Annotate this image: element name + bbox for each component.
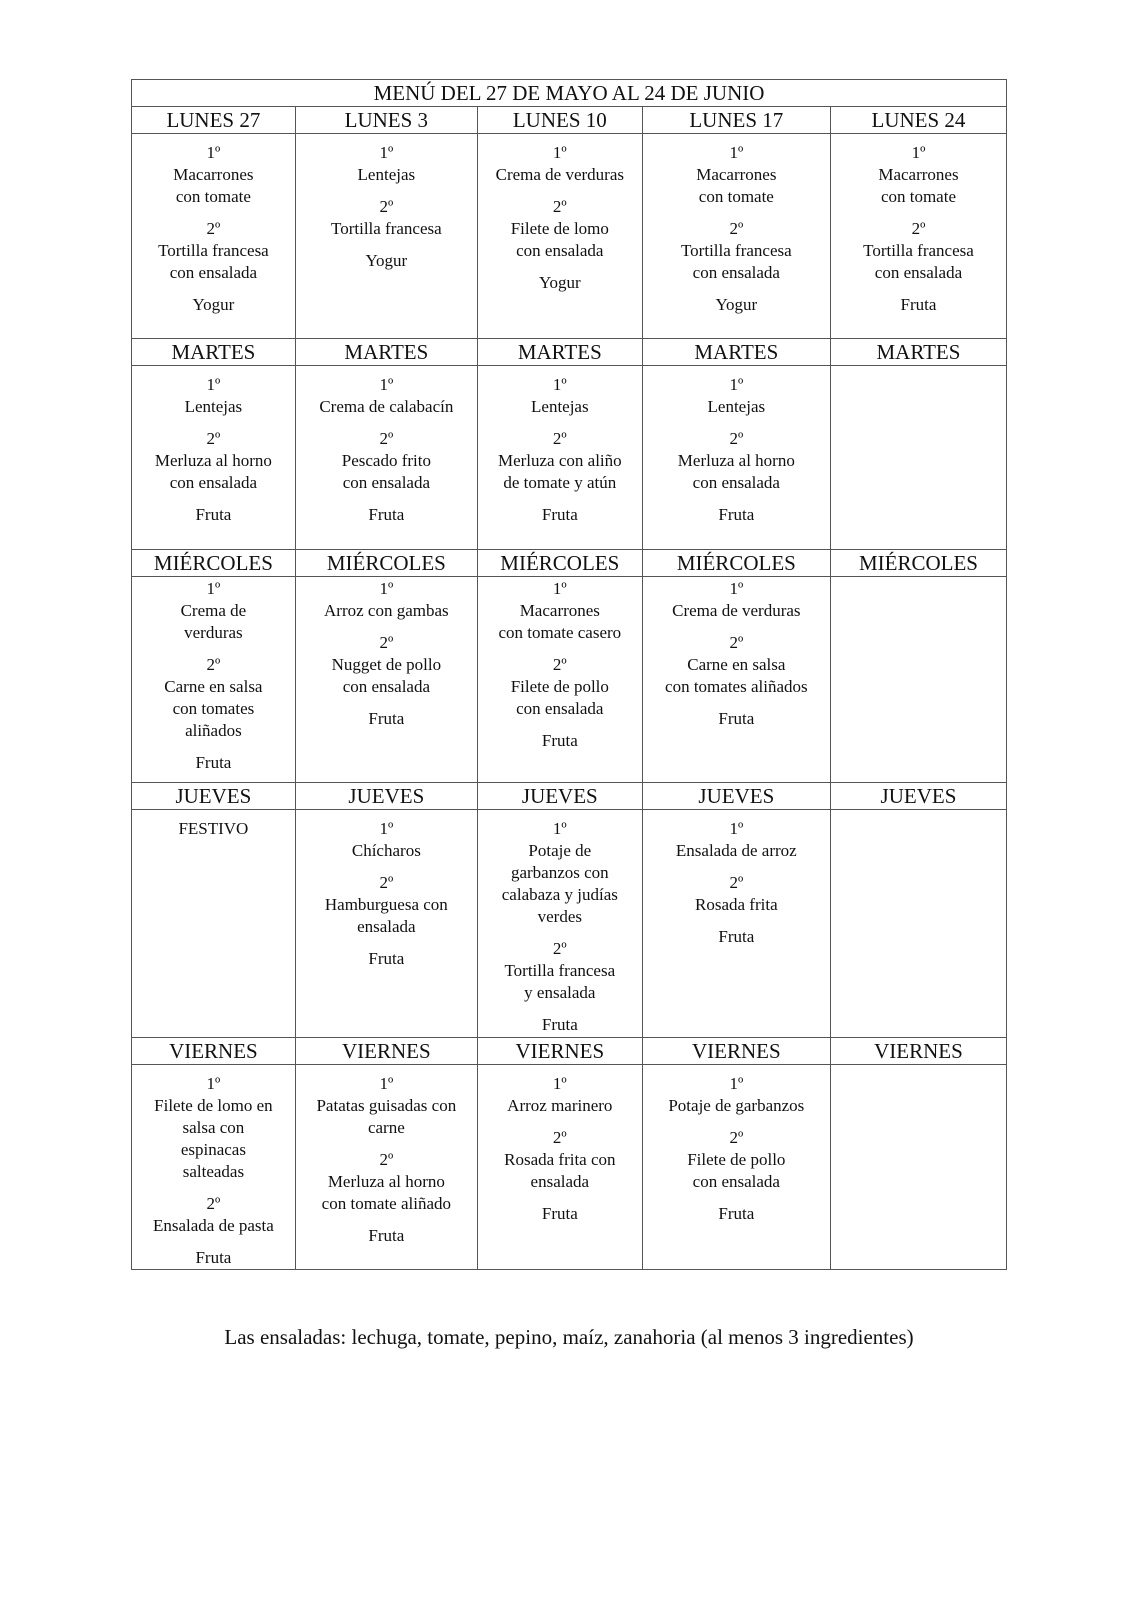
dish-line: Tortilla francesa: [680, 241, 792, 260]
dish-line: verdes: [537, 907, 582, 926]
dish-line: Fruta: [541, 1015, 578, 1034]
dish-line: verduras: [184, 623, 243, 642]
dish-line: 1º: [206, 375, 221, 394]
dish-line: Yogur: [192, 295, 235, 314]
dish-line: salsa con: [182, 1118, 245, 1137]
dish-line: Yogur: [538, 273, 581, 292]
dish-line: 2º: [379, 873, 394, 892]
course-gap: [643, 208, 830, 218]
dish-cell: [830, 366, 1006, 550]
menu-title: MENÚ DEL 27 DE MAYO AL 24 DE JUNIO: [132, 80, 1007, 107]
dish-line: aliñados: [185, 721, 242, 740]
dish-cell: [295, 810, 477, 1038]
dish-cell: [642, 366, 830, 550]
day-header: MARTES: [830, 339, 1006, 366]
course-gap: [478, 418, 642, 428]
dish-content: [132, 134, 295, 316]
dish-row: [132, 577, 1007, 783]
dish-line: 2º: [729, 633, 744, 652]
dish-line: Merluza al horno: [677, 451, 795, 470]
dish-line: Tortilla francesa: [504, 961, 616, 980]
dish-line: con tomate: [175, 187, 251, 206]
dish-line: 2º: [552, 197, 567, 216]
dish-line: Lentejas: [357, 165, 416, 184]
dish-line: Crema de: [180, 601, 247, 620]
course-gap: [132, 208, 295, 218]
course-gap: [296, 1215, 477, 1225]
day-header: JUEVES: [132, 783, 296, 810]
dish-line: con tomate: [698, 187, 774, 206]
course-gap: [132, 742, 295, 752]
dish-cell: [477, 134, 642, 339]
dish-line: Crema de verduras: [495, 165, 624, 184]
dish-line: Macarrones: [696, 165, 777, 184]
dish-content: [478, 810, 642, 1036]
day-header: VIERNES: [477, 1038, 642, 1065]
dish-line: 1º: [379, 819, 394, 838]
dish-cell: [830, 577, 1006, 783]
dish-line: 2º: [729, 219, 744, 238]
dish-cell: [295, 366, 477, 550]
day-header: VIERNES: [642, 1038, 830, 1065]
dish-line: con ensalada: [516, 241, 604, 260]
dish-line: con tomate aliñado: [321, 1194, 452, 1213]
day-header-row: [132, 339, 1007, 366]
dish-cell: [132, 134, 296, 339]
dish-row: [132, 810, 1007, 1038]
dish-line: Fruta: [718, 709, 755, 728]
dish-content: [643, 366, 830, 526]
course-gap: [132, 1183, 295, 1193]
dish-content: [296, 577, 477, 730]
dish-line: y ensalada: [524, 983, 596, 1002]
dish-line: Rosada frita con: [504, 1150, 616, 1169]
dish-line: ensalada: [530, 1172, 590, 1191]
course-gap: [296, 938, 477, 948]
course-gap: [296, 698, 477, 708]
dish-line: Rosada frita: [695, 895, 778, 914]
dish-line: Fruta: [541, 731, 578, 750]
dish-line: Crema de verduras: [672, 601, 801, 620]
day-header: VIERNES: [132, 1038, 296, 1065]
dish-line: Fruta: [368, 1226, 405, 1245]
course-gap: [478, 720, 642, 730]
dish-content: [478, 577, 642, 752]
day-header: LUNES 3: [295, 107, 477, 134]
dish-line: 2º: [552, 429, 567, 448]
course-gap: [478, 644, 642, 654]
course-gap: [478, 1117, 642, 1127]
course-gap: [643, 284, 830, 294]
course-gap: [132, 644, 295, 654]
dish-line: Chícharos: [351, 841, 421, 860]
day-header: VIERNES: [830, 1038, 1006, 1065]
dish-line: Arroz con gambas: [324, 601, 449, 620]
dish-line: Nugget de pollo: [331, 655, 442, 674]
dish-line: 1º: [729, 143, 744, 162]
dish-line: 1º: [552, 819, 567, 838]
dish-line: con ensalada: [342, 677, 431, 696]
dish-line: Filete de pollo: [510, 677, 609, 696]
dish-line: con tomates: [172, 699, 255, 718]
day-header: LUNES 10: [477, 107, 642, 134]
dish-line: 1º: [552, 1074, 567, 1093]
dish-line: Macarrones: [173, 165, 254, 184]
dish-line: Fruta: [195, 753, 232, 772]
dish-line: Fruta: [718, 505, 755, 524]
dish-line: 1º: [552, 143, 567, 162]
dish-line: Fruta: [368, 505, 405, 524]
dish-line: 1º: [379, 143, 394, 162]
dish-line: Macarrones: [519, 601, 600, 620]
day-header: LUNES 24: [830, 107, 1006, 134]
dish-line: Ensalada de pasta: [152, 1216, 274, 1235]
dish-cell: [132, 577, 296, 783]
dish-line: Fruta: [368, 709, 405, 728]
dish-content: [132, 1065, 295, 1269]
dish-line: 1º: [552, 579, 567, 598]
dish-line: 1º: [379, 375, 394, 394]
day-header: LUNES 17: [642, 107, 830, 134]
dish-line: Filete de pollo: [687, 1150, 786, 1169]
course-gap: [296, 186, 477, 196]
dish-content: [296, 366, 477, 526]
day-header: MARTES: [642, 339, 830, 366]
dish-line: Pescado frito: [341, 451, 431, 470]
dish-line: Arroz marinero: [507, 1096, 613, 1115]
dish-line: Yogur: [365, 251, 408, 270]
dish-line: con ensalada: [692, 473, 780, 492]
dish-line: Macarrones: [878, 165, 959, 184]
dish-line: Fruta: [718, 1204, 755, 1223]
dish-content: [643, 1065, 830, 1225]
dish-line: Merluza al horno: [154, 451, 272, 470]
course-gap: [296, 1139, 477, 1149]
dish-row: [132, 366, 1007, 550]
course-gap: [478, 1004, 642, 1014]
dish-line: 2º: [206, 219, 221, 238]
dish-content: [643, 134, 830, 316]
dish-row: [132, 134, 1007, 339]
dish-row: [132, 1065, 1007, 1270]
dish-line: espinacas: [180, 1140, 246, 1159]
dish-line: con tomates aliñados: [665, 677, 808, 696]
dish-line: Crema de calabacín: [319, 397, 454, 416]
day-header-row: [132, 550, 1007, 577]
dish-line: 1º: [729, 1074, 744, 1093]
course-gap: [296, 494, 477, 504]
course-gap: [643, 862, 830, 872]
dish-line: 2º: [729, 873, 744, 892]
dish-line: Potaje de garbanzos: [668, 1096, 805, 1115]
dish-content: [831, 134, 1006, 316]
dish-line: 2º: [379, 1150, 394, 1169]
course-gap: [643, 698, 830, 708]
salad-footnote: Las ensaladas: lechuga, tomate, pepino, maíz, zanahoria (al menos 3 ingredientes): [224, 1325, 914, 1349]
dish-content: [478, 134, 642, 294]
course-gap: [478, 494, 642, 504]
dish-content: [296, 810, 477, 970]
dish-line: FESTIVO: [178, 819, 249, 838]
day-header: MIÉRCOLES: [132, 550, 296, 577]
course-gap: [643, 916, 830, 926]
dish-line: Lentejas: [184, 397, 243, 416]
dish-line: Merluza al horno: [327, 1172, 445, 1191]
course-gap: [132, 284, 295, 294]
dish-cell: [295, 1065, 477, 1270]
dish-line: 1º: [379, 1074, 394, 1093]
day-header: VIERNES: [295, 1038, 477, 1065]
course-gap: [831, 284, 1006, 294]
dish-line: 1º: [729, 375, 744, 394]
dish-line: Lentejas: [707, 397, 766, 416]
day-header: MIÉRCOLES: [295, 550, 477, 577]
day-header: JUEVES: [830, 783, 1006, 810]
day-header: JUEVES: [477, 783, 642, 810]
dish-cell: [642, 810, 830, 1038]
course-gap: [643, 622, 830, 632]
dish-line: 2º: [206, 429, 221, 448]
dish-line: con ensalada: [692, 263, 780, 282]
course-gap: [296, 862, 477, 872]
dish-line: 2º: [206, 655, 221, 674]
dish-cell: [642, 1065, 830, 1270]
dish-cell: [132, 1065, 296, 1270]
dish-cell: [830, 1065, 1006, 1270]
dish-line: con ensalada: [169, 473, 258, 492]
day-header: MARTES: [477, 339, 642, 366]
course-gap: [643, 494, 830, 504]
dish-cell: [830, 134, 1006, 339]
dish-content: [478, 1065, 642, 1225]
day-header: LUNES 27: [132, 107, 296, 134]
course-gap: [478, 186, 642, 196]
dish-cell: [830, 810, 1006, 1038]
dish-line: con ensalada: [692, 1172, 780, 1191]
course-gap: [296, 240, 477, 250]
dish-line: 1º: [729, 819, 744, 838]
dish-line: 1º: [206, 579, 221, 598]
dish-line: 2º: [379, 197, 394, 216]
dish-content: [831, 366, 1006, 374]
dish-line: carne: [367, 1118, 405, 1137]
dish-line: Tortilla francesa: [331, 219, 442, 238]
course-gap: [831, 208, 1006, 218]
dish-content: [831, 810, 1006, 818]
dish-cell: [642, 134, 830, 339]
dish-line: 2º: [552, 1128, 567, 1147]
dish-line: Fruta: [541, 505, 578, 524]
course-gap: [132, 1237, 295, 1247]
dish-cell: [477, 1065, 642, 1270]
dish-content: [132, 366, 295, 526]
dish-cell: [642, 577, 830, 783]
dish-cell: [132, 810, 296, 1038]
dish-line: 2º: [379, 429, 394, 448]
day-header: MIÉRCOLES: [830, 550, 1006, 577]
dish-line: Tortilla francesa: [158, 241, 269, 260]
dish-line: garbanzos con: [510, 863, 609, 882]
dish-line: Potaje de: [528, 841, 592, 860]
dish-content: [132, 577, 295, 774]
course-gap: [132, 494, 295, 504]
dish-line: Fruta: [368, 949, 405, 968]
dish-line: Merluza con aliño: [497, 451, 622, 470]
dish-line: 2º: [379, 633, 394, 652]
dish-line: con tomate casero: [498, 623, 622, 642]
course-gap: [478, 1193, 642, 1203]
dish-line: con ensalada: [342, 473, 431, 492]
day-header: MARTES: [132, 339, 296, 366]
day-header: MIÉRCOLES: [477, 550, 642, 577]
dish-line: Fruta: [195, 505, 232, 524]
dish-line: 1º: [379, 579, 394, 598]
dish-line: 1º: [729, 579, 744, 598]
dish-line: 1º: [206, 1074, 221, 1093]
dish-line: calabaza y judías: [501, 885, 618, 904]
dish-line: de tomate y atún: [503, 473, 617, 492]
dish-line: con tomate: [880, 187, 956, 206]
dish-line: 2º: [729, 429, 744, 448]
title-row: [132, 80, 1007, 107]
dish-content: [296, 1065, 477, 1247]
dish-line: Filete de lomo: [510, 219, 609, 238]
dish-line: Patatas guisadas con: [316, 1096, 457, 1115]
dish-cell: [295, 577, 477, 783]
menu-table: [131, 79, 1007, 1270]
dish-line: 2º: [552, 939, 567, 958]
dish-line: Ensalada de arroz: [675, 841, 797, 860]
day-header: MARTES: [295, 339, 477, 366]
dish-content: [831, 1065, 1006, 1073]
dish-content: [643, 577, 830, 730]
dish-cell: [295, 134, 477, 339]
dish-line: con ensalada: [169, 263, 258, 282]
dish-line: Hamburguesa con: [324, 895, 448, 914]
course-gap: [296, 622, 477, 632]
dish-cell: [477, 366, 642, 550]
dish-line: 2º: [729, 1128, 744, 1147]
dish-line: Filete de lomo en: [154, 1096, 273, 1115]
dish-line: Fruta: [900, 295, 937, 314]
dish-cell: [477, 577, 642, 783]
day-header: JUEVES: [642, 783, 830, 810]
course-gap: [643, 1193, 830, 1203]
course-gap: [478, 928, 642, 938]
dish-line: ensalada: [357, 917, 416, 936]
dish-line: Fruta: [195, 1248, 232, 1267]
day-header: JUEVES: [295, 783, 477, 810]
dish-line: con ensalada: [516, 699, 604, 718]
dish-line: Fruta: [718, 927, 755, 946]
dish-content: [296, 134, 477, 272]
dish-line: 2º: [206, 1194, 221, 1213]
day-header-row: [132, 783, 1007, 810]
course-gap: [478, 262, 642, 272]
course-gap: [296, 418, 477, 428]
dish-cell: [477, 810, 642, 1038]
dish-line: 1º: [206, 143, 221, 162]
dish-content: [132, 810, 295, 840]
day-header-row: [132, 1038, 1007, 1065]
dish-line: Carne en salsa: [687, 655, 786, 674]
course-gap: [643, 1117, 830, 1127]
dish-content: [643, 810, 830, 948]
dish-line: Fruta: [541, 1204, 578, 1223]
dish-line: Lentejas: [531, 397, 589, 416]
dish-line: 1º: [552, 375, 567, 394]
dish-content: [831, 577, 1006, 578]
dish-content: [478, 366, 642, 526]
dish-line: 2º: [552, 655, 567, 674]
day-header: MIÉRCOLES: [642, 550, 830, 577]
day-header-row: [132, 107, 1007, 134]
dish-line: con ensalada: [874, 263, 963, 282]
dish-line: 2º: [911, 219, 926, 238]
dish-line: Carne en salsa: [164, 677, 263, 696]
dish-cell: [132, 366, 296, 550]
dish-line: Tortilla francesa: [863, 241, 974, 260]
dish-line: 1º: [911, 143, 926, 162]
course-gap: [643, 418, 830, 428]
dish-line: Yogur: [715, 295, 758, 314]
course-gap: [132, 418, 295, 428]
dish-line: salteadas: [182, 1162, 245, 1181]
